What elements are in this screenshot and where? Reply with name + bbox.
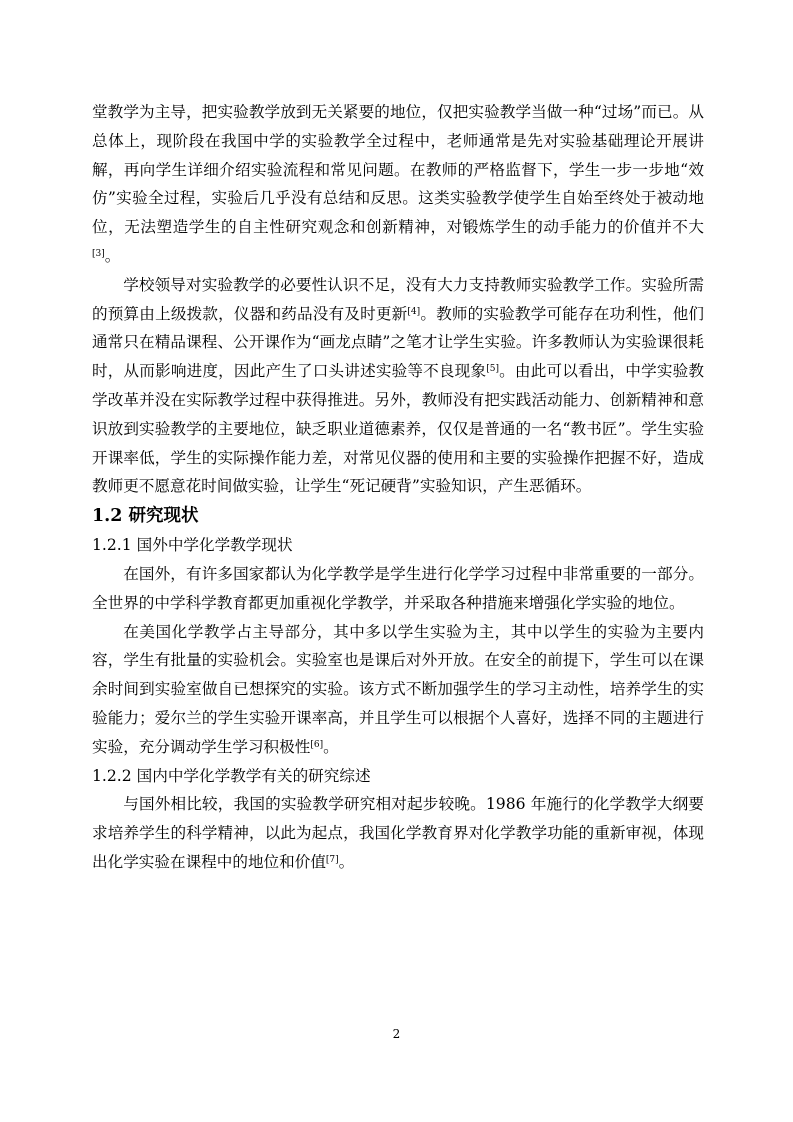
citation-ref: [7] [325,854,339,865]
citation-ref: [5] [486,364,499,375]
page-number: 2 [392,1027,401,1041]
paragraph-text: 学校领导对实验教学的必要性认识不足，没有大力支持教师实验教学工作。实验所需的预算由上级拨款，仪器和药品没有及时更新 [92,275,704,323]
subsection-heading: 1.2.2 国内中学化学教学有关的研究综述 [92,766,371,785]
paragraph-text: 在美国化学教学占主导部分，其中多以学生实验为主，其中以学生的实验为主要内容，学生有批量的实验机会。实验室也是课后对外开放。在安全的前提下，学生可以在课余时间到实验室做自已想探究的实验。该方式不断加强学生的学习主动性，培养学生的实验能力；爱尔兰的学生实验开课率高，并且学生可以根据个人喜好，选择不同的主题进行实验，充分调动学生学习积极性 [92,622,704,756]
paragraph-2 [92,271,704,501]
document-body [92,98,704,877]
paragraph-end: 。 [338,852,355,871]
citation-ref: [3] [92,248,105,259]
paragraph-5 [92,790,704,876]
citation-ref: [4] [407,306,421,317]
paragraph-1 [92,98,704,271]
paragraph-4 [92,618,704,762]
paragraph-end: 。 [323,737,339,756]
paragraph-text: 。教师的实验教学可能存在功利性，他们通常只在精品课程、公开课作为“画龙点睛”之笔才让学生实验。许多教师认为实验课很耗时，从而影响进度，因此产生了口头讲述实验等不良现象 [92,304,704,381]
paragraph-text: 堂教学为主导，把实验教学放到无关紧要的地位，仅把实验教学当做一种“过场”而已。从总体上，现阶段在我国中学的实验教学全过程中，老师通常是先对实验基础理论开展讲解，再向学生详细介绍实验流程和常见问题。在教师的严格监督下，学生一步一步地“效仿”实验全过程，实验后几乎没有总结和反思。这类实验教学使学生自始至终处于被动地位，无法塑造学生的自主性研究观念和创新精神，对锻炼学生的动手能力的价值并不大 [92,103,704,237]
paragraph-3 [92,560,704,618]
section-heading: 1.2 研究现状 [92,506,199,527]
paragraph-text: 在国外，有许多国家都认为化学教学是学生进行化学学习过程中非常重要的一部分。全世界的中学科学教育都更加重视化学教学，并采取各种措施来增强化学实验的地位。 [92,564,704,612]
paragraph-end: 。 [104,246,121,265]
paragraph-text: 。由此可以看出，中学实验教学改革并没在实际教学过程中获得推进。另外，教师没有把实践活动能力、创新精神和意识放到实验教学的主要地位，缺乏职业道德素养，仅仅是普通的一名“教书匠”。学生实验开课率低，学生的实际操作能力差，对常见仪器的使用和主要的实验操作把握不好，造成教师更不愿意花时间做实验，让学生“死记硬背”实验知识，产生恶循环。 [92,362,704,496]
paragraph-text: 与国外相比较，我国的实验教学研究相对起步较晚。1986 年施行的化学教学大纲要求培养学生的科学精神，以此为起点，我国化学教育界对化学教学功能的重新审视，体现出化学实验在课程中的地位和价值 [92,795,704,871]
subsection-heading: 1.2.1 国外中学化学教学现状 [92,536,293,555]
citation-ref: [6] [310,739,324,750]
